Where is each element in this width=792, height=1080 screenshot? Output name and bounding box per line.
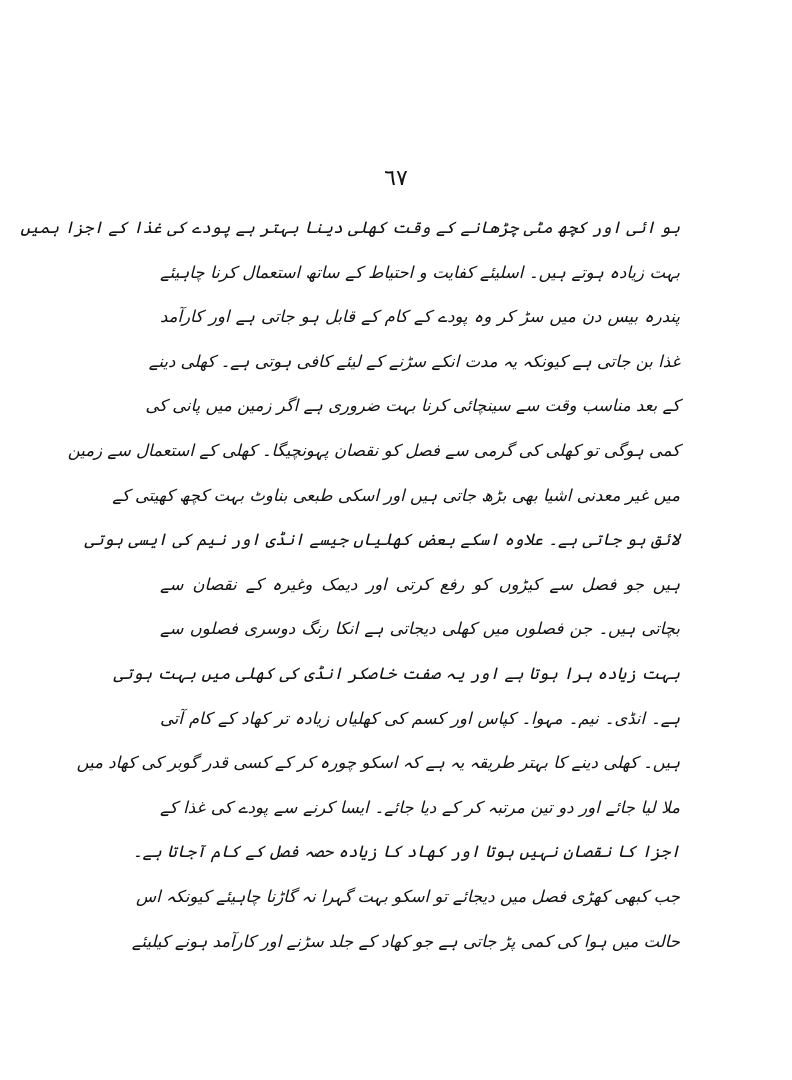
text-line: ہیں۔ کھلی دینے کا بہتر طریقہ یہ ہے کہ اسکو چورہ کر کے کسی قدر گوبر کی کھاد میں — [76, 753, 680, 773]
text-line: بہت زیادہ ہوتے ہیں۔ اسلیئے کفایت و احتیاط کے ساتھ استعمال کرنا چاہیئے — [160, 262, 680, 282]
text-line: ملا لیا جائے اور دو تین مرتبہ کر کے دیا جائے۔ ایسا کرنے سے پودے کی غذا کے — [160, 797, 680, 817]
text-line: بچاتی ہیں۔ جن فصلوں میں کھلی دیجاتی ہے انکا رنگ دوسری فصلوں سے — [160, 619, 680, 639]
text-line: حالت میں ہوا کی کمی پڑ جاتی ہے جو کھاد کے جلد سڑنے اور کارآمد ہونے کیلیئے — [131, 931, 680, 951]
text-line: اجزا کا نقصان نہیں ہوتا اور کھاد کا زیادہ حصہ فصل کے کام آجاتا ہے۔ — [132, 842, 680, 862]
body-text — [20, 206, 680, 964]
page-number: ٦٧ — [384, 166, 408, 191]
text-line: لائق ہو جاتی ہے۔ علاوہ اسکے بعض کھلیاں جیسے انڈی اور نیم کی ایسی ہوتی — [84, 530, 680, 550]
text-line: کے بعد مناسب وقت سے سینچائی کرنا بہت ضروری ہے اگر زمین میں پانی کی — [145, 396, 680, 416]
text-line: غذا بن جاتی ہے کیونکہ یہ مدت انکے سڑنے کے لیئے کافی ہوتی ہے۔ کھلی دینے — [148, 351, 680, 371]
text-line: ہے۔ انڈی۔ نیم۔ مہوا۔ کپاس اور کسم کی کھلیاں زیادہ تر کھاد کے کام آتی — [160, 708, 680, 728]
text-line: جب کبھی کھڑی فصل میں دیجائے تو اسکو بہت گہرا نہ گاڑنا چاہیئے کیونکہ اس — [136, 886, 680, 906]
text-line: بہت زیادہ ہرا ہوتا ہے اور یہ صفت خاصکر انڈی کی کھلی میں بہت ہوتی — [113, 663, 680, 683]
text-line: بو ائی اور کچھ مٹی چڑھانے کے وقت کھلی دینا بہتر ہے پودے کی غذا کے اجزا ہمیں — [20, 218, 680, 237]
text-line: کمی ہوگی تو کھلی کی گرمی سے فصل کو نقصان پہونچیگا۔ کھلی کے استعمال سے زمین — [67, 440, 680, 460]
text-line: ہیں جو فصل سے کیڑوں کو رفع کرتی اور دیمک وغیرہ کے نقصان سے — [160, 574, 680, 594]
text-line: میں غیر معدنی اشیا بھی بڑھ جاتی ہیں اور اسکی طبعی بناوٹ بہت کچھ کھیتی کے — [112, 485, 680, 505]
text-line: پندرہ بیس دن میں سڑ کر وہ پودے کے کام کے قابل ہو جاتی ہے اور کارآمد — [160, 307, 680, 327]
